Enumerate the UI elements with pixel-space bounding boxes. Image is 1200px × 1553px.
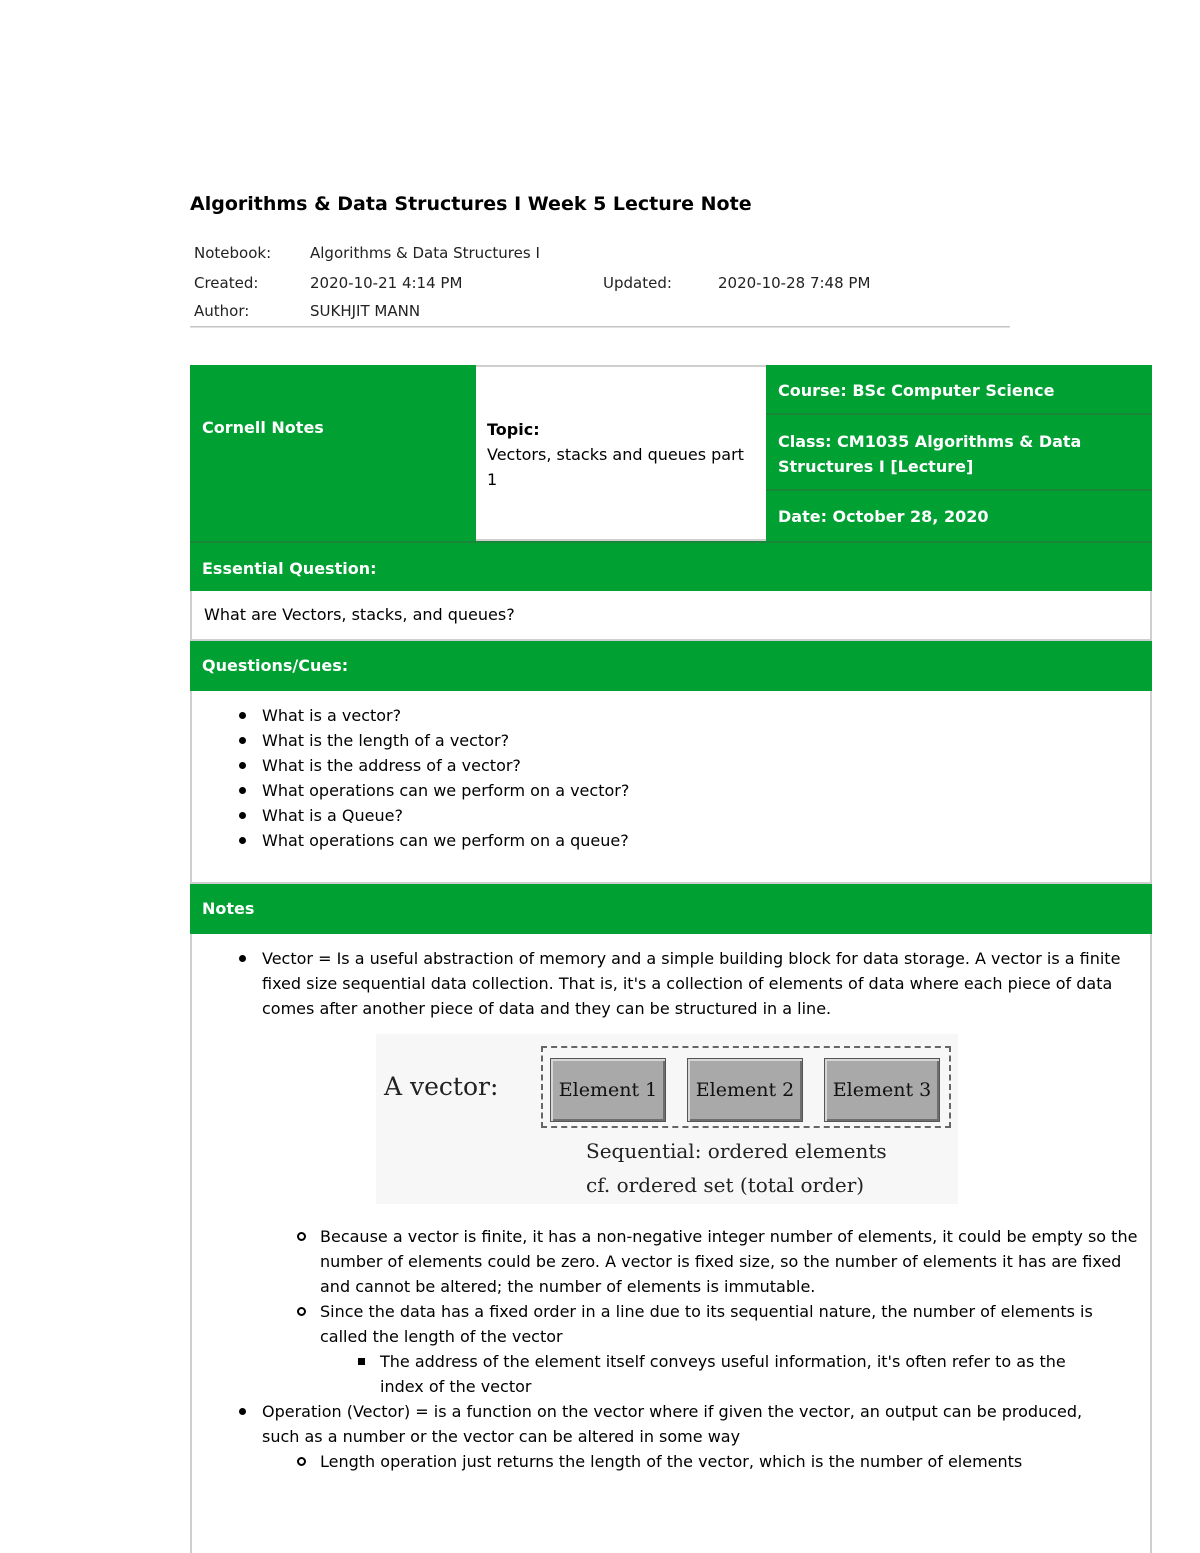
date-cell — [766, 491, 1152, 541]
topic-value: Vectors, stacks and queues part 1 — [487, 445, 744, 489]
topic-cell — [476, 365, 766, 541]
vector-definition: Vector = Is a useful abstraction of memory and a simple building block for data storage. A vector is a finite fixed size sequential data collection. That is, it's a collection of elements of data where each piece of data comes after another piece of data and they can be structured in a line. — [192, 946, 1126, 1021]
notes-continued — [192, 1224, 1142, 1474]
class-text: Class: CM1035 Algorithms & Data Structures I [Lecture] — [778, 432, 1082, 476]
author-value: SUKHJIT MANN — [310, 302, 421, 320]
vector-element-1: Element 1 — [550, 1058, 666, 1122]
page-title: Algorithms & Data Structures I Week 5 Lecture Note — [190, 193, 752, 215]
date-text: Date: October 28, 2020 — [778, 507, 989, 526]
created-label: Created: — [194, 274, 259, 292]
length-operation-note: Length operation just returns the length of the vector, which is the number of elements — [192, 1449, 1142, 1474]
finite-note: Because a vector is finite, it has a non-negative integer number of elements, it could be empty so the number of elements could be zero. A vector is fixed size, so the number of elements it has are fixed and cannot be altered; the number of elements is immutable. — [192, 1224, 1142, 1299]
essential-question-heading: Essential Question: — [202, 559, 377, 578]
course-text: Course: BSc Computer Science — [778, 381, 1055, 400]
essential-question-cell — [190, 591, 1152, 641]
topic-label: Topic: — [487, 420, 540, 439]
metadata-divider — [190, 326, 1010, 328]
author-label: Author: — [194, 302, 250, 320]
address-note: The address of the element itself conveys useful information, it's often refer to as the index of the vector — [192, 1349, 1142, 1399]
updated-value: 2020-10-28 7:48 PM — [718, 274, 871, 292]
notebook-label: Notebook: — [194, 244, 272, 262]
questions-cues-cell — [190, 691, 1152, 884]
cornell-notes-cell — [190, 365, 476, 541]
questions-cues-heading: Questions/Cues: — [202, 656, 349, 675]
figure-label: A vector: — [384, 1072, 499, 1101]
cue-item: What is the address of a vector? — [192, 753, 1150, 778]
created-value: 2020-10-21 4:14 PM — [310, 274, 463, 292]
vector-element-2: Element 2 — [687, 1058, 803, 1122]
essential-question-text: What are Vectors, stacks, and queues? — [204, 605, 515, 624]
essential-question-header — [190, 541, 1152, 591]
cornell-notes-label: Cornell Notes — [202, 418, 324, 437]
questions-cues-header — [190, 641, 1152, 691]
operation-definition: Operation (Vector) = is a function on the vector where if given the vector, an output can be produced, such as a number or the vector can be altered in some way — [192, 1399, 1142, 1449]
cues-list — [192, 703, 1150, 853]
notes-heading: Notes — [202, 899, 255, 918]
cue-item: What is a Queue? — [192, 803, 1150, 828]
notes-header — [190, 884, 1152, 934]
cue-item: What operations can we perform on a queue? — [192, 828, 1150, 853]
figure-caption-2: cf. ordered set (total order) — [586, 1173, 865, 1197]
updated-label: Updated: — [603, 274, 672, 292]
notebook-value: Algorithms & Data Structures I — [310, 244, 540, 262]
cue-item: What operations can we perform on a vector? — [192, 778, 1150, 803]
figure-caption-1: Sequential: ordered elements — [586, 1139, 887, 1163]
cue-item: What is the length of a vector? — [192, 728, 1150, 753]
cue-item: What is a vector? — [192, 703, 1150, 728]
length-note: Since the data has a fixed order in a line due to its sequential nature, the number of elements is called the length of the vector — [192, 1299, 1142, 1349]
class-cell — [766, 415, 1152, 491]
course-cell — [766, 365, 1152, 415]
vector-element-3: Element 3 — [824, 1058, 940, 1122]
